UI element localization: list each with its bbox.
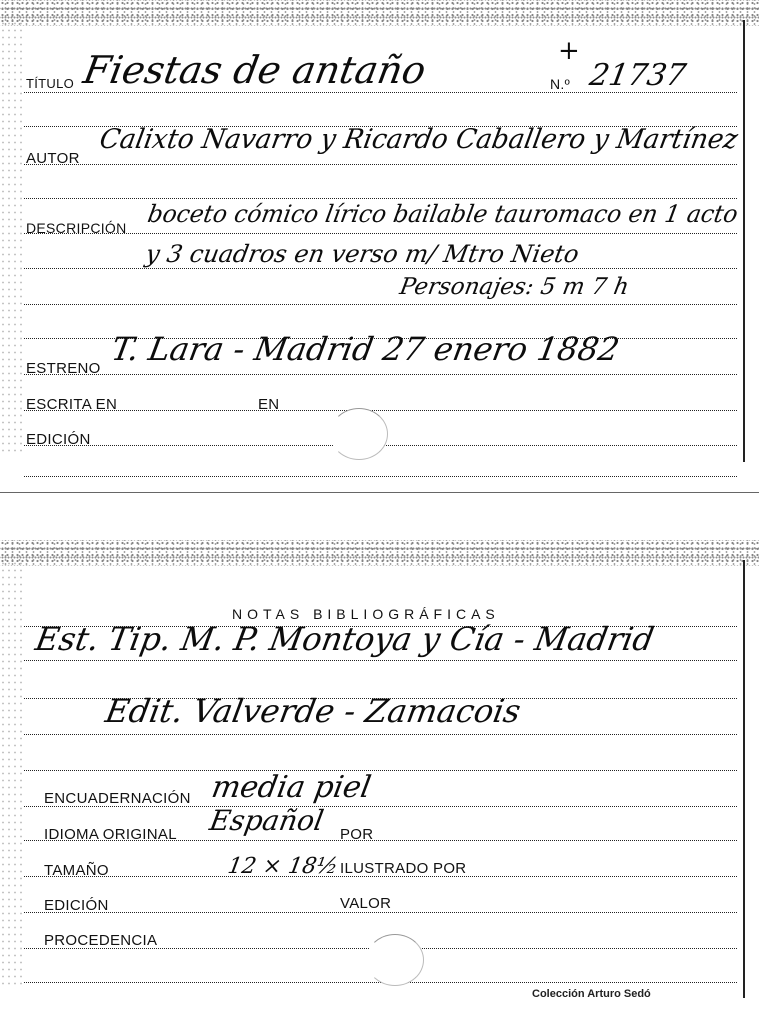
rule-line: [24, 268, 737, 269]
escrita-en-label: ESCRITA EN: [26, 396, 118, 413]
estreno-value: T. Lara - Madrid 27 enero 1882: [108, 330, 623, 368]
rule-line: [24, 770, 737, 771]
collection-footer: Colección Arturo Sedó: [532, 988, 651, 1000]
card-right-border: [740, 560, 745, 998]
numero-label: N.º: [550, 76, 571, 92]
descripcion-line1: boceto cómico lírico bailable tauromaco en 1 acto: [145, 200, 741, 228]
card-right-border: [740, 20, 745, 462]
autor-label: AUTOR: [26, 150, 80, 167]
notas-title: NOTAS BIBLIOGRÁFICAS: [232, 606, 500, 622]
punch-hole: [366, 934, 424, 986]
rule-line: [24, 198, 737, 199]
tamano-value: 12 × 18½: [225, 854, 340, 879]
cross-mark: +: [558, 36, 580, 66]
catalog-card-main: [0, 0, 759, 492]
rule-line: [24, 476, 737, 477]
notas-line1: Est. Tip. M. P. Montoya y Cía - Madrid: [32, 620, 657, 658]
edicion-label: EDICIÓN: [26, 431, 91, 448]
numero-value: 21737: [586, 58, 689, 93]
estreno-label: ESTRENO: [26, 360, 101, 377]
autor-value: Calixto Navarro y Ricardo Caballero y Martínez: [97, 124, 741, 155]
titulo-label: TÍTULO: [26, 76, 75, 91]
rule-line: [24, 374, 737, 375]
rule-line: [24, 304, 737, 305]
notas-line2: Edit. Valverde - Zamacois: [102, 692, 524, 730]
descripcion-label: DESCRIPCIÓN: [26, 220, 127, 236]
procedencia-label: PROCEDENCIA: [44, 932, 158, 949]
card-separator: [0, 492, 759, 493]
rule-line: [24, 233, 737, 234]
idioma-value: Español: [207, 804, 327, 837]
tamano-label: TAMAÑO: [44, 862, 109, 879]
valor-label: VALOR: [340, 895, 392, 912]
en-label: EN: [258, 396, 280, 413]
card-torn-edge: [0, 540, 759, 566]
encuadernacion-label: ENCUADERNACIÓN: [44, 790, 191, 807]
rule-line: [24, 734, 737, 735]
rule-line: [24, 660, 737, 661]
descripcion-line3: Personajes: 5 m 7 h: [397, 274, 631, 300]
card-left-margin: [0, 20, 22, 452]
edicion-label-2: EDICIÓN: [44, 897, 109, 914]
punch-hole: [330, 408, 388, 460]
descripcion-line2: y 3 cuadros en verso m/ Mtro Nieto: [143, 240, 582, 268]
ilustrado-label: ILUSTRADO POR: [340, 860, 467, 877]
rule-line: [24, 164, 737, 165]
rule-line: [24, 410, 737, 411]
card-torn-edge: [0, 0, 759, 26]
card-left-margin: [0, 560, 22, 988]
titulo-value: Fiestas de antaño: [80, 48, 430, 92]
rule-line: [24, 912, 737, 913]
catalog-card-notes: [0, 540, 759, 1028]
idioma-label: IDIOMA ORIGINAL: [44, 826, 177, 843]
por-label: POR: [340, 826, 374, 843]
encuadernacion-value: media piel: [208, 770, 374, 805]
